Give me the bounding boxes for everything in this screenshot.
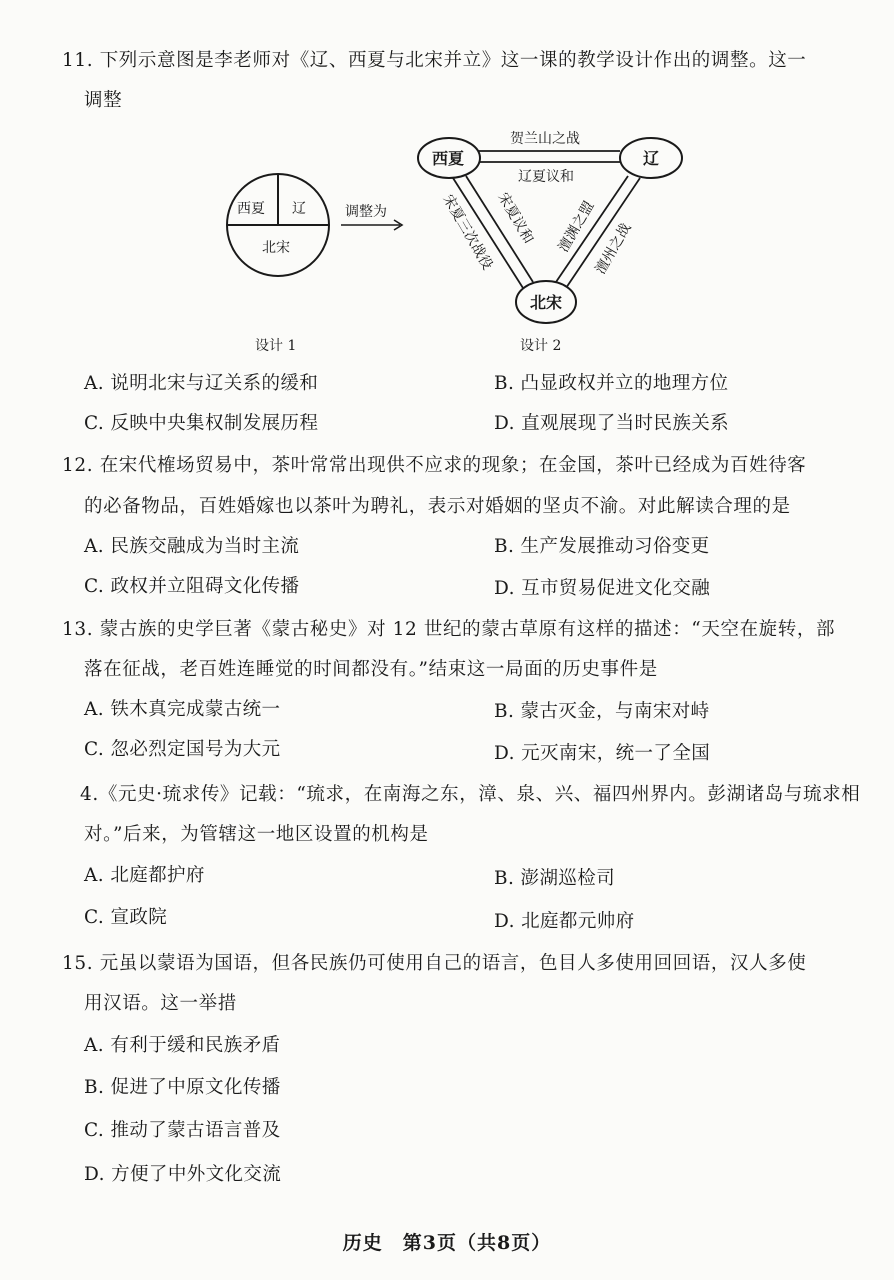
design1-beisong: 北宋 — [262, 240, 290, 256]
label-chanyuan: 澶渊之盟 — [555, 198, 598, 255]
q12-option-a[interactable]: A. 民族交融成为当时主流 — [84, 536, 300, 557]
label-liaoxia-yihe: 辽夏议和 — [518, 169, 574, 185]
label-songxia-yihe: 宋夏议和 — [494, 190, 537, 247]
q12-stem-line1: 12. 在宋代榷场贸易中，茶叶常常出现供不应求的现象；在金国，茶叶已经成为百姓待客 — [62, 455, 807, 476]
q11-option-d[interactable]: D. 直观展现了当时民族关系 — [494, 413, 730, 434]
q11-option-a[interactable]: A. 说明北宋与辽关系的缓和 — [84, 373, 319, 394]
q14-stem-line1: 4.《元史·琉求传》记载：“琉求，在南海之东，漳、泉、兴、福四州界内。彭湖诸岛与琉求相 — [80, 784, 861, 805]
label-chanzhou: 澶州之战 — [592, 220, 635, 277]
node-beisong: 北宋 — [530, 293, 563, 312]
design1-caption: 设计 1 — [255, 338, 297, 354]
q11-option-c[interactable]: C. 反映中央集权制发展历程 — [84, 413, 319, 434]
q15-stem-line1: 15. 元虽以蒙语为国语，但各民族仍可使用自己的语言，色目人多使用回回语，汉人多使 — [62, 953, 807, 974]
q15-option-b[interactable]: B. 促进了中原文化传播 — [84, 1077, 281, 1098]
q14-option-c[interactable]: C. 宣政院 — [84, 907, 168, 928]
q12-option-d[interactable]: D. 互市贸易促进文化交融 — [494, 578, 711, 599]
q13-option-c[interactable]: C. 忽必烈定国号为大元 — [84, 739, 281, 760]
design1-xixia: 西夏 — [237, 201, 265, 217]
q13-option-d[interactable]: D. 元灭南宋，统一了全国 — [494, 743, 711, 764]
q13-stem-line1: 13. 蒙古族的史学巨著《蒙古秘史》对 12 世纪的蒙古草原有这样的描述：“天空在旋转，部 — [62, 619, 836, 640]
design1-circle — [227, 174, 329, 276]
q13-option-a[interactable]: A. 铁木真完成蒙古统一 — [84, 699, 281, 720]
q13-stem-line2: 落在征战，老百姓连睡觉的时间都没有。”结束这一局面的历史事件是 — [84, 659, 658, 680]
label-helanshan: 贺兰山之战 — [510, 131, 580, 147]
q15-option-a[interactable]: A. 有利于缓和民族矛盾 — [84, 1035, 281, 1056]
node-xixia: 西夏 — [432, 149, 465, 168]
q11-stem-line2: 调整 — [84, 90, 123, 111]
design1-liao: 辽 — [292, 201, 306, 217]
q14-option-d[interactable]: D. 北庭都元帅府 — [494, 911, 635, 932]
design2-caption: 设计 2 — [520, 338, 562, 354]
q15-option-c[interactable]: C. 推动了蒙古语言普及 — [84, 1120, 281, 1141]
q15-stem-line2: 用汉语。这一举措 — [84, 993, 237, 1014]
node-liao: 辽 — [643, 149, 660, 168]
arrow-label: 调整为 — [345, 204, 387, 220]
label-songxia-battles: 宋夏三次战役 — [439, 192, 496, 273]
q12-stem-line2: 的必备物品，百姓婚嫁也以茶叶为聘礼，表示对婚姻的坚贞不渝。对此解读合理的是 — [84, 496, 791, 517]
q12-option-c[interactable]: C. 政权并立阻碍文化传播 — [84, 576, 300, 597]
q13-option-b[interactable]: B. 蒙古灭金，与南宋对峙 — [494, 701, 710, 722]
q11-option-b[interactable]: B. 凸显政权并立的地理方位 — [494, 373, 729, 394]
q11-diagram — [0, 0, 894, 370]
page-footer: 历史 第3页（共8页） — [342, 1232, 552, 1254]
q12-option-b[interactable]: B. 生产发展推动习俗变更 — [494, 536, 710, 557]
q14-stem-line2: 对。”后来，为管辖这一地区设置的机构是 — [84, 824, 429, 845]
q14-option-a[interactable]: A. 北庭都护府 — [84, 865, 205, 886]
q11-stem-line1: 11. 下列示意图是李老师对《辽、西夏与北宋并立》这一课的教学设计作出的调整。这一 — [62, 50, 807, 71]
q14-option-b[interactable]: B. 澎湖巡检司 — [494, 868, 616, 889]
q15-option-d[interactable]: D. 方便了中外文化交流 — [84, 1164, 282, 1185]
